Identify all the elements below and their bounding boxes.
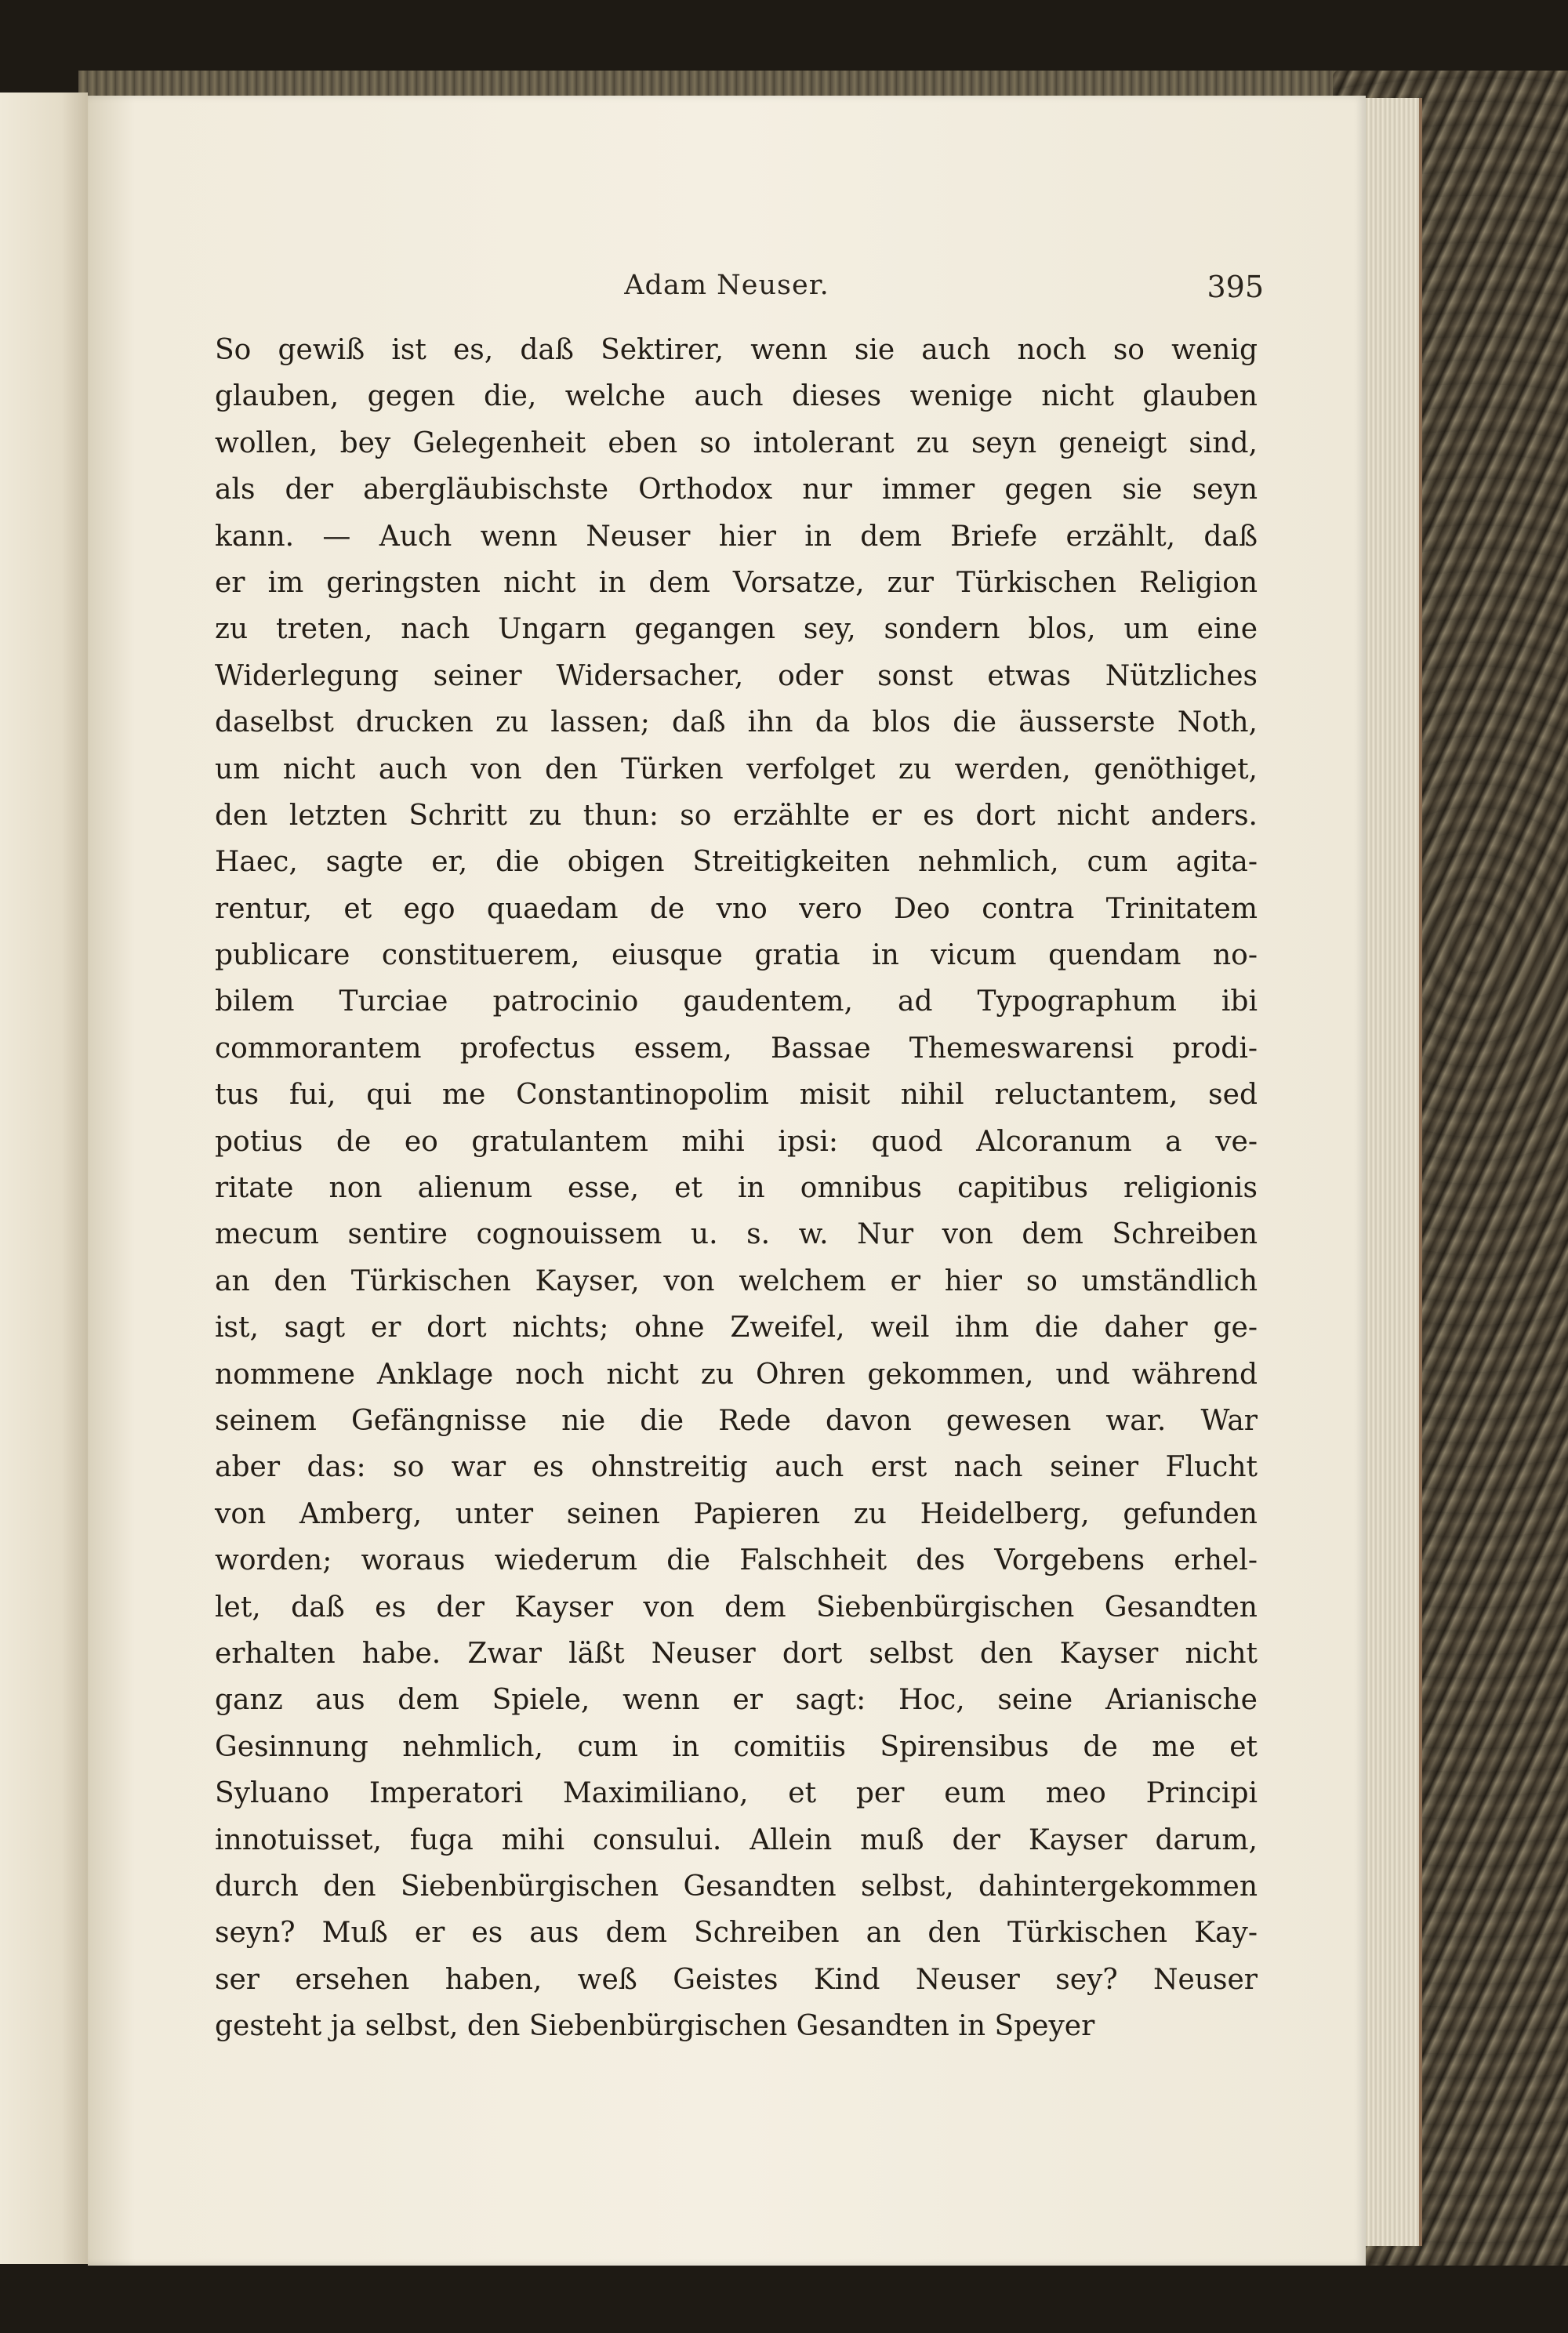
text-line: Syluano Imperatori Maximiliano, et per eum meo Principi: [215, 1777, 1258, 1810]
running-title: Adam Neuser.: [624, 270, 829, 301]
text-line: ganz aus dem Spiele, wenn er sagt: Hoc, seine Arianische: [215, 1684, 1258, 1717]
text-line: als der abergläubischste Orthodox nur immer gegen sie seyn: [215, 473, 1258, 506]
text-line: durch den Siebenbürgischen Gesandten selbst, dahintergekommen: [215, 1870, 1258, 1903]
text-line: den letzten Schritt zu thun: so erzählte er es dort nicht anders.: [215, 799, 1258, 832]
text-line: kann. — Auch wenn Neuser hier in dem Briefe erzählt, daß: [215, 520, 1258, 553]
text-line: worden; woraus wiederum die Falschheit des Vorgebens erhel-: [215, 1544, 1258, 1577]
text-line: commorantem profectus essem, Bassae Themeswarensi prodi-: [215, 1032, 1258, 1065]
text-line: Haec, sagte er, die obigen Streitigkeiten nehmlich, cum agita-: [215, 846, 1258, 879]
text-line: innotuisset, fuga mihi consului. Allein muß der Kayser darum,: [215, 1823, 1258, 1856]
text-line: Widerlegung seiner Widersacher, oder sonst etwas Nützliches: [215, 659, 1258, 692]
text-line: von Amberg, unter seinen Papieren zu Heidelberg, gefunden: [215, 1497, 1258, 1530]
text-line: ser ersehen haben, weß Geistes Kind Neuser sey? Neuser: [215, 1963, 1258, 1996]
text-line: glauben, gegen die, welche auch dieses wenige nicht glauben: [215, 380, 1258, 413]
text-line: ritate non alienum esse, et in omnibus capitibus religionis: [215, 1172, 1258, 1205]
text-line: gesteht ja selbst, den Siebenbürgischen Gesandten in Speyer: [215, 2010, 1095, 2043]
text-line: ist, sagt er dort nichts; ohne Zweifel, weil ihm die daher ge-: [215, 1312, 1258, 1344]
text-line: um nicht auch von den Türken verfolget zu werden, genöthiget,: [215, 753, 1258, 786]
text-line: wollen, bey Gelegenheit eben so intolerant zu seyn geneigt sind,: [215, 426, 1258, 459]
text-line: er im geringsten nicht in dem Vorsatze, zur Türkischen Religion: [215, 566, 1258, 599]
text-line: So gewiß ist es, daß Sektirer, wenn sie auch noch so wenig: [215, 334, 1258, 366]
text-line: potius de eo gratulantem mihi ipsi: quod Alcoranum a ve-: [215, 1125, 1258, 1158]
text-line: an den Türkischen Kayser, von welchem er hier so umständlich: [215, 1264, 1258, 1297]
text-line: seinem Gefängnisse nie die Rede davon gewesen war. War: [215, 1404, 1258, 1437]
text-line: rentur, et ego quaedam de vno vero Deo contra Trinitatem: [215, 892, 1258, 925]
text-line: tus fui, qui me Constantinopolim misit nihil reluctantem, sed: [215, 1079, 1258, 1112]
page-number: 395: [1207, 270, 1264, 304]
page-fore-edge: [1364, 98, 1422, 2246]
text-line: daselbst drucken zu lassen; daß ihn da blos die äusserste Noth,: [215, 706, 1258, 739]
text-line: bilem Turciae patrocinio gaudentem, ad Typographum ibi: [215, 985, 1258, 1018]
text-line: publicare constituerem, eiusque gratia in vicum quendam no-: [215, 939, 1258, 972]
page-header: [88, 270, 1366, 317]
text-line: Gesinnung nehmlich, cum in comitiis Spirensibus de me et: [215, 1730, 1258, 1763]
text-line: seyn? Muß er es aus dem Schreiben an den Türkischen Kay-: [215, 1917, 1258, 1950]
text-line: let, daß es der Kayser von dem Siebenbürgischen Gesandten: [215, 1591, 1258, 1624]
text-line: mecum sentire cognouissem u. s. w. Nur von dem Schreiben: [215, 1218, 1258, 1251]
text-line: zu treten, nach Ungarn gegangen sey, sondern blos, um eine: [215, 613, 1258, 646]
text-line: aber das: so war es ohnstreitig auch erst nach seiner Flucht: [215, 1451, 1258, 1484]
body-text: [215, 327, 1258, 2049]
book-page: [88, 96, 1366, 2266]
text-line: nommene Anklage noch nicht zu Ohren gekommen, und während: [215, 1358, 1258, 1391]
text-line: erhalten habe. Zwar läßt Neuser dort selbst den Kayser nicht: [215, 1637, 1258, 1670]
facing-page-edge: [0, 93, 88, 2264]
